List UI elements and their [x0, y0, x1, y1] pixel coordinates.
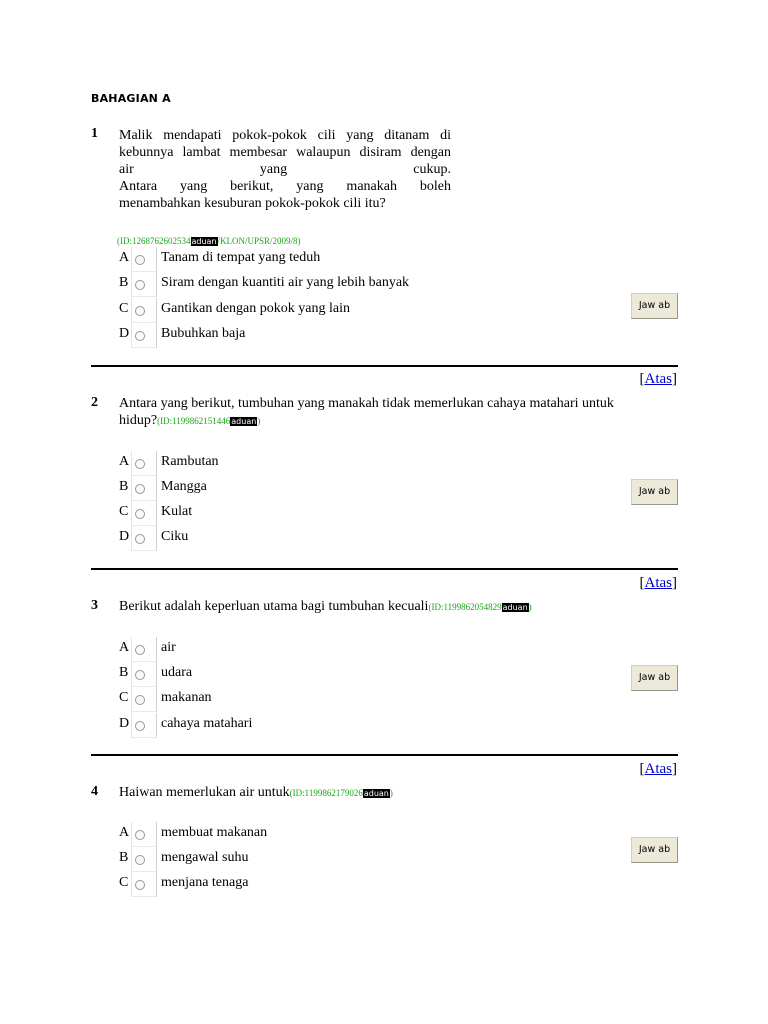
radio-button[interactable] — [135, 534, 145, 544]
radio-button[interactable] — [135, 880, 145, 890]
question-line-text: Haiwan memerlukan air untuk — [119, 785, 290, 800]
question-text — [119, 598, 532, 616]
radio-button[interactable] — [135, 280, 145, 290]
radio-button[interactable] — [135, 255, 145, 265]
option-text: Siram dengan kuantiti air yang lebih banyak — [161, 275, 410, 290]
question-id-suffix: ) — [389, 788, 393, 798]
question-id-suffix: /KLON/UPSR/2009/8) — [217, 236, 301, 246]
radio-button[interactable] — [135, 509, 145, 519]
radio-button[interactable] — [135, 459, 145, 469]
option-text: Gantikan dengan pokok yang lain — [161, 301, 350, 316]
option-letter: C — [119, 875, 129, 890]
option-text: Kulat — [161, 504, 193, 519]
jawab-button[interactable]: Jaw ab — [631, 665, 678, 691]
radio-button[interactable] — [135, 645, 145, 655]
radio-button[interactable] — [135, 331, 145, 341]
divider — [91, 568, 678, 570]
option-letter: B — [119, 275, 129, 290]
question-id-text: (ID:1199862054829 — [428, 602, 502, 612]
question-line — [119, 412, 679, 430]
question-line: kebunnya lambat membesar walaupun disiram dengan — [119, 145, 451, 160]
aduan-link[interactable]: aduan — [191, 237, 217, 246]
question-text — [119, 395, 679, 430]
option-letter: D — [119, 529, 130, 544]
atas-link-container: [Atas] — [639, 761, 677, 777]
radio-button[interactable] — [135, 484, 145, 494]
question-line-text: hidup? — [119, 413, 158, 428]
question-id-suffix: ) — [528, 602, 532, 612]
question-line: Antara yang berikut, yang manakah boleh — [119, 179, 451, 194]
option-text: makanan — [161, 690, 212, 705]
atas-link[interactable]: Atas — [644, 371, 672, 387]
question-line: menambahkan kesuburan pokok-pokok cili itu? — [119, 196, 386, 211]
question-id-text: (ID:1199862151446 — [157, 416, 231, 426]
radio-button[interactable] — [135, 306, 145, 316]
question-line: Malik mendapati pokok-pokok cili yang ditanam di — [119, 128, 451, 143]
option-letter: B — [119, 479, 129, 494]
radio-button[interactable] — [135, 670, 145, 680]
question-line: Antara yang berikut, tumbuhan yang manakah tidak memerlukan cahaya matahari untuk — [119, 396, 614, 411]
option-text: Ciku — [161, 529, 189, 544]
option-text: Rambutan — [161, 454, 219, 469]
option-letter: B — [119, 850, 129, 865]
option-text: menjana tenaga — [161, 875, 249, 890]
atas-link[interactable]: Atas — [644, 575, 672, 591]
option-letter: A — [119, 640, 130, 655]
question-line: air yang cukup. — [119, 162, 451, 177]
radio-button[interactable] — [135, 855, 145, 865]
question-number: 2 — [91, 395, 98, 410]
jawab-button[interactable]: Jaw ab — [631, 837, 678, 863]
atas-link-container: [Atas] — [639, 371, 677, 387]
option-letter: D — [119, 326, 130, 341]
question-number: 1 — [91, 126, 98, 141]
radio-button[interactable] — [135, 721, 145, 731]
question-number: 3 — [91, 598, 98, 613]
radio-button[interactable] — [135, 830, 145, 840]
question-id-text: (ID:1268762602534 — [117, 236, 191, 246]
question-text — [119, 784, 393, 802]
option-text: membuat makanan — [161, 825, 268, 840]
aduan-link[interactable]: aduan — [231, 417, 257, 426]
question-line-text: Berikut adalah keperluan utama bagi tumbuhan kecuali — [119, 599, 429, 614]
jawab-button[interactable]: Jaw ab — [631, 479, 678, 505]
aduan-link[interactable]: aduan — [502, 603, 528, 612]
option-text: cahaya matahari — [161, 716, 253, 731]
question-id-text: (ID:1199862179026 — [289, 788, 363, 798]
aduan-link[interactable]: aduan — [363, 789, 389, 798]
jawab-button[interactable]: Jaw ab — [631, 293, 678, 319]
option-text: air — [161, 640, 176, 655]
option-text: Mangga — [161, 479, 207, 494]
option-letter: C — [119, 504, 129, 519]
question-text — [119, 127, 451, 212]
option-letter: C — [119, 301, 129, 316]
option-text: Bubuhkan baja — [161, 326, 246, 341]
question-id-suffix: ) — [257, 416, 261, 426]
divider — [91, 754, 678, 756]
option-text: udara — [161, 665, 193, 680]
option-letter: D — [119, 716, 130, 731]
atas-link-container: [Atas] — [639, 575, 677, 591]
option-text: mengawal suhu — [161, 850, 249, 865]
atas-link[interactable]: Atas — [644, 761, 672, 777]
option-letter: C — [119, 690, 129, 705]
option-letter: B — [119, 665, 129, 680]
option-letter: A — [119, 825, 130, 840]
option-text: Tanam di tempat yang teduh — [161, 250, 321, 265]
option-letter: A — [119, 454, 130, 469]
option-letter: A — [119, 250, 130, 265]
radio-button[interactable] — [135, 695, 145, 705]
question-number: 4 — [91, 784, 98, 799]
divider — [91, 365, 678, 367]
section-title: BAHAGIAN A — [91, 92, 171, 105]
